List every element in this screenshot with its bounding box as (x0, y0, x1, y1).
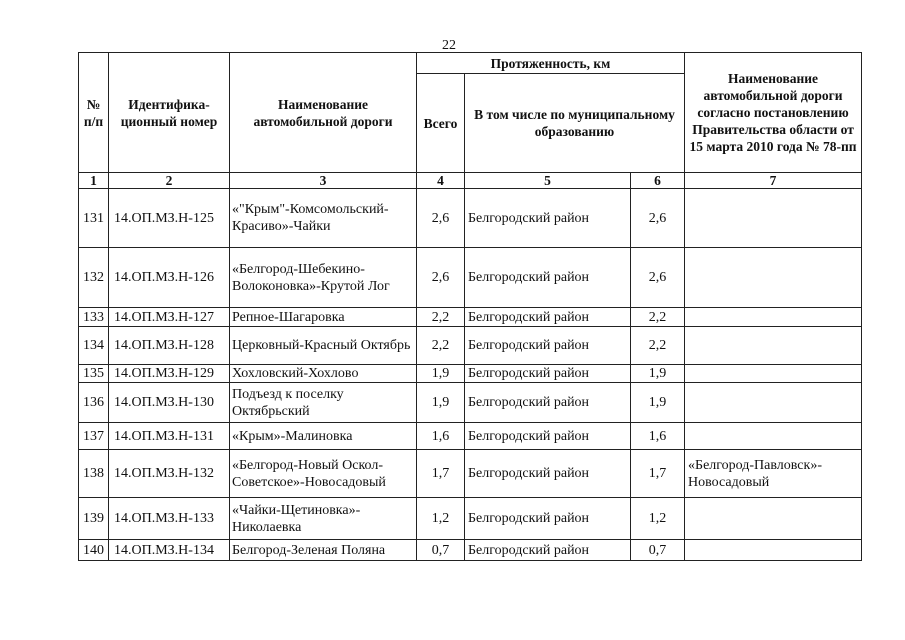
municipality-length: 1,7 (631, 450, 685, 498)
column-number: 3 (230, 173, 417, 189)
road-identifier: 14.ОП.МЗ.Н-127 (109, 308, 230, 327)
length-total: 1,2 (417, 498, 465, 540)
decree-road-name (685, 498, 862, 540)
road-identifier: 14.ОП.МЗ.Н-134 (109, 540, 230, 561)
header-total: Всего (417, 74, 465, 173)
header-row-number: № п/п (79, 53, 109, 173)
header-length-group: Протяженность, км (417, 53, 685, 74)
road-name: «Крым»-Малиновка (230, 423, 417, 450)
roads-table (78, 52, 862, 561)
page-number: 22 (442, 38, 456, 53)
road-identifier: 14.ОП.МЗ.Н-133 (109, 498, 230, 540)
column-number: 7 (685, 173, 862, 189)
length-total: 2,2 (417, 327, 465, 365)
column-numbers-row (79, 173, 862, 189)
decree-road-name (685, 327, 862, 365)
road-name: Репное-Шагаровка (230, 308, 417, 327)
municipality: Белгородский район (465, 308, 631, 327)
municipality: Белгородский район (465, 248, 631, 308)
row-number: 135 (79, 365, 109, 383)
table-row (79, 450, 862, 498)
road-name: Хохловский-Хохлово (230, 365, 417, 383)
header-identifier: Идентифика-ционный номер (109, 53, 230, 173)
decree-road-name (685, 365, 862, 383)
row-number: 137 (79, 423, 109, 450)
municipality: Белгородский район (465, 189, 631, 248)
header-road-name: Наименование автомобильной дороги (230, 53, 417, 173)
table-row (79, 540, 862, 561)
decree-road-name (685, 248, 862, 308)
table-row (79, 383, 862, 423)
decree-road-name (685, 308, 862, 327)
municipality: Белгородский район (465, 365, 631, 383)
municipality: Белгородский район (465, 327, 631, 365)
row-number: 133 (79, 308, 109, 327)
row-number: 132 (79, 248, 109, 308)
municipality-length: 1,2 (631, 498, 685, 540)
road-name: «Белгород-Новый Оскол-Советское»-Новосадовый (230, 450, 417, 498)
table-row (79, 189, 862, 248)
table-row (79, 498, 862, 540)
length-total: 0,7 (417, 540, 465, 561)
road-name: Белгород-Зеленая Поляна (230, 540, 417, 561)
municipality: Белгородский район (465, 540, 631, 561)
municipality: Белгородский район (465, 383, 631, 423)
road-identifier: 14.ОП.МЗ.Н-132 (109, 450, 230, 498)
length-total: 1,9 (417, 365, 465, 383)
length-total: 2,2 (417, 308, 465, 327)
length-total: 2,6 (417, 189, 465, 248)
row-number: 140 (79, 540, 109, 561)
table-row (79, 327, 862, 365)
decree-road-name (685, 189, 862, 248)
header-by-municipality: В том числе по муниципальному образованию (465, 74, 685, 173)
length-total: 2,6 (417, 248, 465, 308)
municipality: Белгородский район (465, 423, 631, 450)
table-row (79, 365, 862, 383)
decree-road-name: «Белгород-Павловск»-Новосадовый (685, 450, 862, 498)
municipality-length: 2,2 (631, 327, 685, 365)
road-identifier: 14.ОП.МЗ.Н-131 (109, 423, 230, 450)
row-number: 138 (79, 450, 109, 498)
road-name: «Белгород-Шебекино-Волоконовка»-Крутой Лог (230, 248, 417, 308)
row-number: 136 (79, 383, 109, 423)
municipality: Белгородский район (465, 450, 631, 498)
table-row (79, 248, 862, 308)
road-name: «"Крым"-Комсомольский-Красиво»-Чайки (230, 189, 417, 248)
municipality: Белгородский район (465, 498, 631, 540)
length-total: 1,6 (417, 423, 465, 450)
row-number: 139 (79, 498, 109, 540)
column-number: 6 (631, 173, 685, 189)
column-number: 4 (417, 173, 465, 189)
decree-road-name (685, 540, 862, 561)
decree-road-name (685, 383, 862, 423)
length-total: 1,7 (417, 450, 465, 498)
road-identifier: 14.ОП.МЗ.Н-126 (109, 248, 230, 308)
decree-road-name (685, 423, 862, 450)
table-row (79, 308, 862, 327)
length-total: 1,9 (417, 383, 465, 423)
road-identifier: 14.ОП.МЗ.Н-130 (109, 383, 230, 423)
column-number: 5 (465, 173, 631, 189)
municipality-length: 2,6 (631, 189, 685, 248)
road-name: Церковный-Красный Октябрь (230, 327, 417, 365)
municipality-length: 1,9 (631, 383, 685, 423)
road-name: Подъезд к поселку Октябрьский (230, 383, 417, 423)
road-identifier: 14.ОП.МЗ.Н-128 (109, 327, 230, 365)
table-row (79, 423, 862, 450)
column-number: 2 (109, 173, 230, 189)
municipality-length: 1,9 (631, 365, 685, 383)
row-number: 134 (79, 327, 109, 365)
municipality-length: 2,2 (631, 308, 685, 327)
road-name: «Чайки-Щетиновка»-Николаевка (230, 498, 417, 540)
header-decree-name: Наименование автомобильной дороги согласно постановлению Правительства области от 15 марта 2010 года № 78-пп (685, 53, 862, 173)
municipality-length: 2,6 (631, 248, 685, 308)
municipality-length: 1,6 (631, 423, 685, 450)
column-number: 1 (79, 173, 109, 189)
road-identifier: 14.ОП.МЗ.Н-129 (109, 365, 230, 383)
municipality-length: 0,7 (631, 540, 685, 561)
road-identifier: 14.ОП.МЗ.Н-125 (109, 189, 230, 248)
row-number: 131 (79, 189, 109, 248)
